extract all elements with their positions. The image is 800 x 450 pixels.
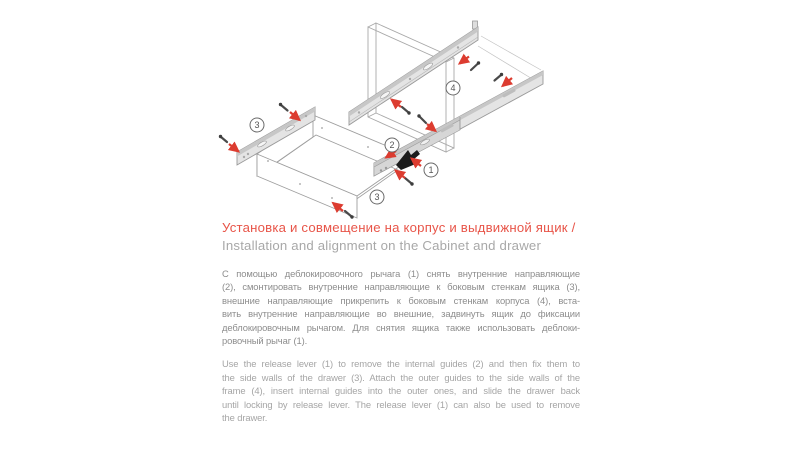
- installation-diagram: [0, 0, 800, 222]
- svg-text:1: 1: [428, 165, 434, 176]
- text-line: вить внутренние направляющие во внешние, задвинуть ящик до фиксации: [222, 308, 580, 320]
- text-line: (2), смонтировать внутренние направляющие к боковым стенкам ящика (3),: [222, 281, 580, 293]
- text-line: frame (4), insert internal guides into the outer ones, and slide the drawer back: [222, 385, 580, 397]
- callout-3-bottom: [370, 190, 384, 204]
- text-line: деблокировочным рычагом. Для снятия ящика также использовать деблоки-: [222, 321, 580, 333]
- screw-icon: [279, 103, 288, 111]
- instruction-text-block: [222, 220, 580, 424]
- text-line: until locking by release lever. The release lever (1) can also be used to remove: [222, 398, 580, 410]
- text-line: the drawer.: [222, 412, 268, 424]
- arrow-icon: [396, 171, 406, 179]
- page-title-ru: Установка и совмещение на корпус и выдвижной ящик /: [222, 220, 576, 235]
- screw-icon: [402, 107, 411, 115]
- text-line: Use the release lever (1) to remove the internal guides (2) and then fix them to: [222, 358, 580, 370]
- arrow-icon: [392, 100, 402, 108]
- arrow-icon: [229, 144, 239, 152]
- callout-1: [424, 163, 438, 177]
- arrow-icon: [460, 57, 470, 64]
- screw-icon: [471, 61, 480, 70]
- callout-2: [385, 138, 399, 152]
- svg-text:3: 3: [254, 120, 260, 131]
- screw-icon: [219, 135, 227, 142]
- text-line: внешние направляющие прикрепить к боковым стенкам корпуса (4), вста-: [222, 294, 580, 306]
- screw-icon: [417, 114, 426, 123]
- text-line: С помощью деблокировочного рычага (1) снять внутренние направляющие: [222, 268, 580, 279]
- svg-text:3: 3: [374, 192, 380, 203]
- svg-text:2: 2: [389, 140, 395, 151]
- arrow-icon: [427, 124, 436, 131]
- screw-icon: [495, 73, 504, 81]
- arrow-icon: [503, 78, 513, 86]
- callout-3-top: [250, 118, 264, 132]
- callout-4: [446, 81, 460, 95]
- text-line: ровочный рычаг (1).: [222, 335, 308, 347]
- svg-text:4: 4: [450, 83, 456, 94]
- instructions-en: [222, 357, 580, 424]
- instructions-ru: [222, 267, 580, 347]
- text-line: the side walls of the drawer (3). Attach the outer guides to the side walls of the: [222, 371, 580, 383]
- alignment-guide-lines: [478, 36, 541, 80]
- screw-icon: [405, 178, 414, 186]
- page-title-en: Installation and alignment on the Cabinet and drawer: [222, 238, 542, 253]
